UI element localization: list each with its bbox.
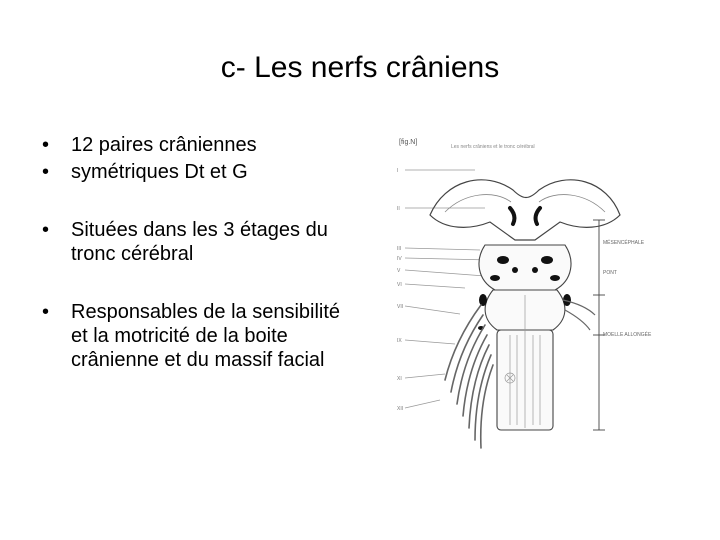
bullet-item: • Responsables de la sensibilité et la motricité de la boite crânienne et du massif facial [42, 300, 362, 372]
nerve-labels [397, 168, 403, 412]
nerve-label: II [397, 206, 400, 212]
figure-caption: Les nerfs crâniens et le tronc cérébral [451, 144, 535, 150]
nerve-label: XI [397, 376, 402, 382]
nerve-label: XII [397, 406, 404, 412]
brain-outline [430, 180, 620, 240]
nerve-label: VII [397, 304, 404, 310]
nerve-label: I [397, 168, 399, 174]
nerve-label: IV [397, 256, 402, 262]
nerve-label: III [397, 246, 402, 252]
region-label-pont: PONT [603, 270, 617, 276]
brainstem-diagram [385, 130, 675, 460]
nerve-label: V [397, 268, 401, 274]
region-label-moelle: MOELLE ALLONGÉE [603, 332, 652, 338]
brainstem-diagram-svg [385, 130, 675, 460]
region-labels [603, 239, 652, 338]
nerve-label: VI [397, 282, 402, 288]
region-label-mesencephale: MÉSENCÉPHALE [603, 240, 645, 246]
rootlets-left [445, 305, 493, 448]
bullet-item: • symétriques Dt et G [42, 160, 362, 184]
slide-title: c- Les nerfs crâniens [220, 51, 500, 84]
figure-header-label: [fig.N] [399, 139, 418, 146]
region-brackets [593, 220, 605, 430]
bullet-list [42, 130, 362, 372]
bullet-item: • Situées dans les 3 étages du tronc cérébral [42, 218, 362, 266]
nerve-label: IX [397, 338, 402, 344]
bullet-item: • 12 paires crâniennes [42, 133, 362, 157]
optic-chiasm [510, 208, 540, 224]
